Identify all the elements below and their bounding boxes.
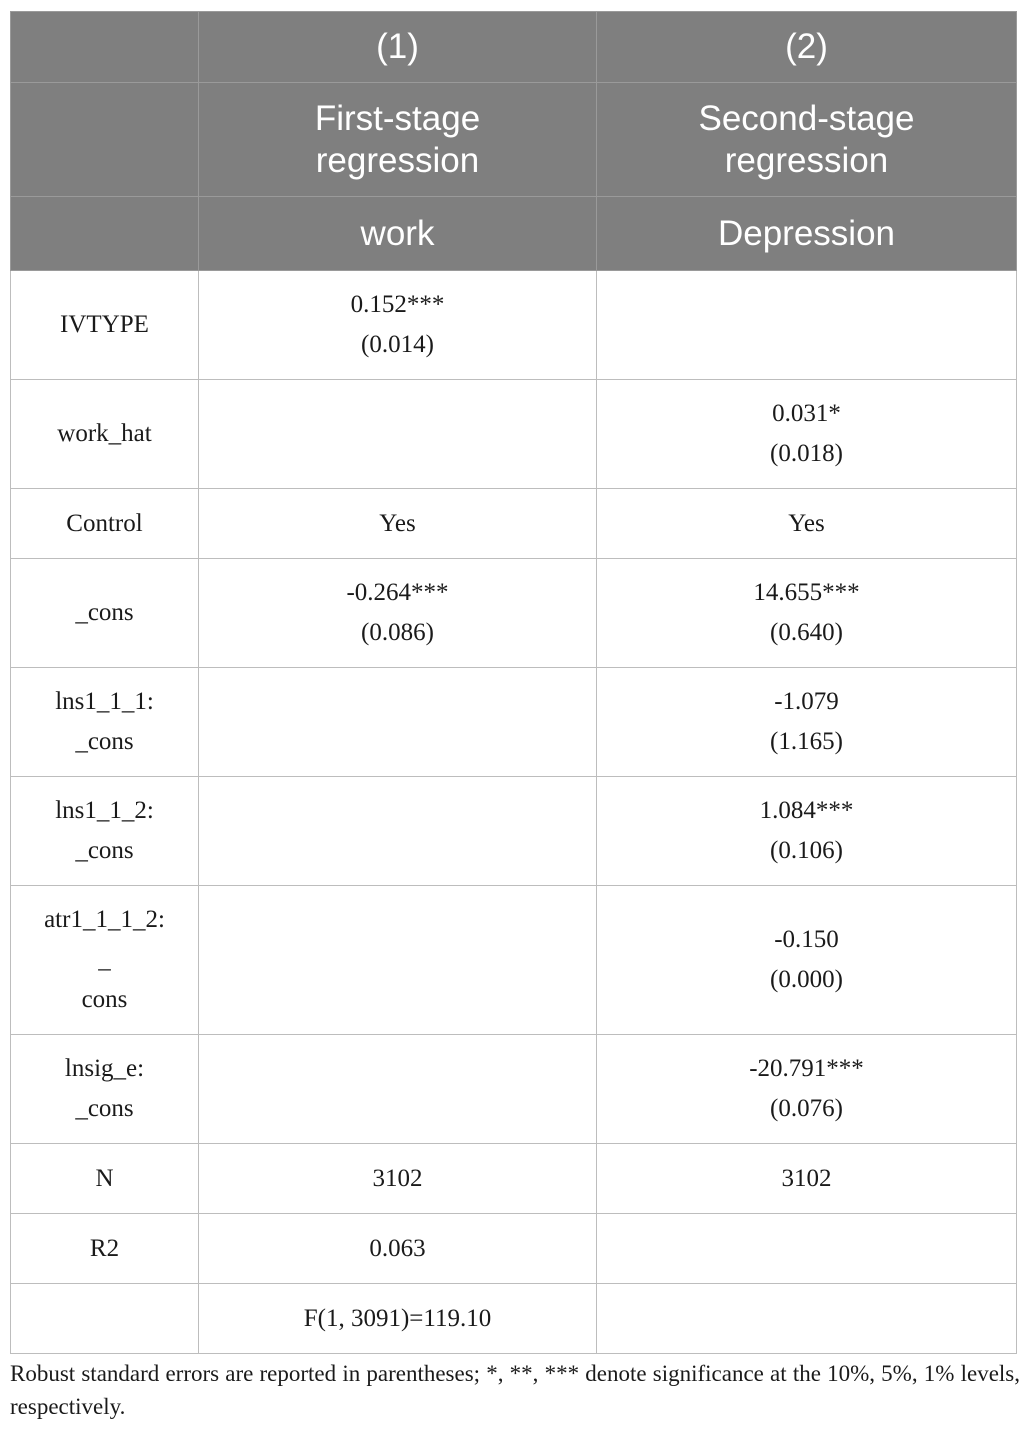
standard-error-value: (0.640): [770, 619, 843, 646]
value-cell-column-2: [597, 489, 1017, 559]
header-blank-cell: [11, 12, 199, 83]
row-label-cell: [11, 559, 199, 668]
value-cell-column-1: [199, 1284, 597, 1354]
header-column-2-number: (2): [597, 12, 1017, 83]
coefficient-value: -1.079: [774, 688, 839, 715]
row-label-line: lns1_1_2:: [55, 797, 154, 824]
table-row: [11, 1284, 1017, 1354]
value-cell-column-1: [199, 1214, 597, 1284]
row-label-cell: [11, 271, 199, 380]
coefficient-value: 0.063: [369, 1234, 426, 1262]
coefficient-value: 3102: [372, 1164, 423, 1192]
regression-table-container: [10, 11, 1016, 1354]
table-row: [11, 668, 1017, 777]
row-label-cell: [11, 777, 199, 886]
row-label-line: Control: [66, 509, 143, 537]
value-cell-column-2: [597, 1144, 1017, 1214]
table-footnote: Robust standard errors are reported in parentheses; *, **, *** denote significance at the 10%, 5%, 1% levels, respectively.: [10, 1361, 1020, 1419]
row-label-line: _: [98, 946, 111, 973]
header-column-1-dependent: work: [199, 197, 597, 271]
row-label-cell: [11, 1214, 199, 1284]
value-cell-column-2: [597, 559, 1017, 668]
header-column-2-stage-line2: regression: [724, 140, 889, 180]
standard-error-value: (0.086): [361, 619, 434, 646]
header-blank-cell: [11, 197, 199, 271]
row-label-line: _cons: [75, 599, 134, 626]
coefficient-value: Yes: [379, 509, 416, 537]
value-cell-column-1: [199, 380, 597, 489]
value-cell-column-2: [597, 886, 1017, 1035]
row-label-line: work_hat: [57, 420, 152, 447]
header-blank-cell: [11, 83, 199, 197]
table-row: [11, 886, 1017, 1035]
value-cell-column-1: [199, 1035, 597, 1144]
standard-error-value: (0.018): [770, 440, 843, 467]
regression-table: [10, 11, 1017, 1354]
header-column-1-number: (1): [199, 12, 597, 83]
row-label-cell: [11, 886, 199, 1035]
coefficient-value: 1.084***: [759, 797, 854, 824]
row-label-line: cons: [81, 986, 128, 1013]
table-row: [11, 1144, 1017, 1214]
value-cell-column-2: [597, 1284, 1017, 1354]
row-label-line: _cons: [75, 837, 134, 864]
value-cell-column-1: [199, 668, 597, 777]
value-cell-column-2: [597, 1214, 1017, 1284]
coefficient-value: -0.150: [774, 926, 839, 953]
value-cell-column-1: [199, 777, 597, 886]
value-cell-column-1: [199, 271, 597, 380]
row-label-line: _cons: [75, 1095, 134, 1122]
value-cell-column-1: [199, 489, 597, 559]
coefficient-value: -0.264***: [346, 579, 449, 606]
row-label-cell: [11, 1144, 199, 1214]
standard-error-value: (0.076): [770, 1095, 843, 1122]
value-cell-column-1: [199, 1144, 597, 1214]
value-cell-column-2: [597, 271, 1017, 380]
coefficient-value: -20.791***: [749, 1055, 864, 1082]
row-label-line: N: [95, 1164, 114, 1192]
table-row: [11, 1214, 1017, 1284]
row-label-line: lns1_1_1:: [55, 688, 154, 715]
value-cell-column-2: [597, 777, 1017, 886]
header-row-dependent-variable: [11, 197, 1017, 271]
standard-error-value: (0.000): [770, 966, 843, 993]
row-label-cell: [11, 1035, 199, 1144]
coefficient-value: 14.655***: [753, 579, 860, 606]
value-cell-column-2: [597, 380, 1017, 489]
table-row: [11, 271, 1017, 380]
table-row: [11, 380, 1017, 489]
table-row: [11, 777, 1017, 886]
row-label-cell: [11, 489, 199, 559]
header-row-column-numbers: [11, 12, 1017, 83]
table-body: [11, 271, 1017, 1354]
row-label-cell: [11, 1284, 199, 1354]
value-cell-column-2: [597, 668, 1017, 777]
table-row: [11, 489, 1017, 559]
value-cell-column-1: [199, 559, 597, 668]
coefficient-value: 3102: [781, 1164, 832, 1192]
row-label-line: atr1_1_1_2:: [44, 906, 165, 933]
coefficient-value: 0.031*: [772, 400, 841, 427]
value-cell-column-2: [597, 1035, 1017, 1144]
row-label-line: R2: [89, 1234, 120, 1262]
table-header: [11, 12, 1017, 271]
table-row: [11, 559, 1017, 668]
header-column-2-dependent: Depression: [597, 197, 1017, 271]
row-label-cell: [11, 668, 199, 777]
header-column-1-stage: [199, 83, 597, 197]
header-column-1-stage-line2: regression: [315, 140, 480, 180]
coefficient-value: 0.152***: [350, 291, 445, 318]
coefficient-value: F(1, 3091)=119.10: [303, 1304, 492, 1332]
standard-error-value: (0.106): [770, 837, 843, 864]
header-row-stage: [11, 83, 1017, 197]
row-label-line: lnsig_e:: [64, 1055, 145, 1082]
standard-error-value: (0.014): [361, 331, 434, 358]
row-label-line: _cons: [75, 728, 134, 755]
table-row: [11, 1035, 1017, 1144]
row-label-cell: [11, 380, 199, 489]
row-label-line: IVTYPE: [60, 311, 149, 338]
header-column-2-stage-line1: Second-stage: [698, 98, 915, 138]
header-column-2-stage: [597, 83, 1017, 197]
coefficient-value: Yes: [788, 509, 825, 537]
header-column-1-stage-line1: First-stage: [314, 98, 481, 138]
standard-error-value: (1.165): [770, 728, 843, 755]
value-cell-column-1: [199, 886, 597, 1035]
